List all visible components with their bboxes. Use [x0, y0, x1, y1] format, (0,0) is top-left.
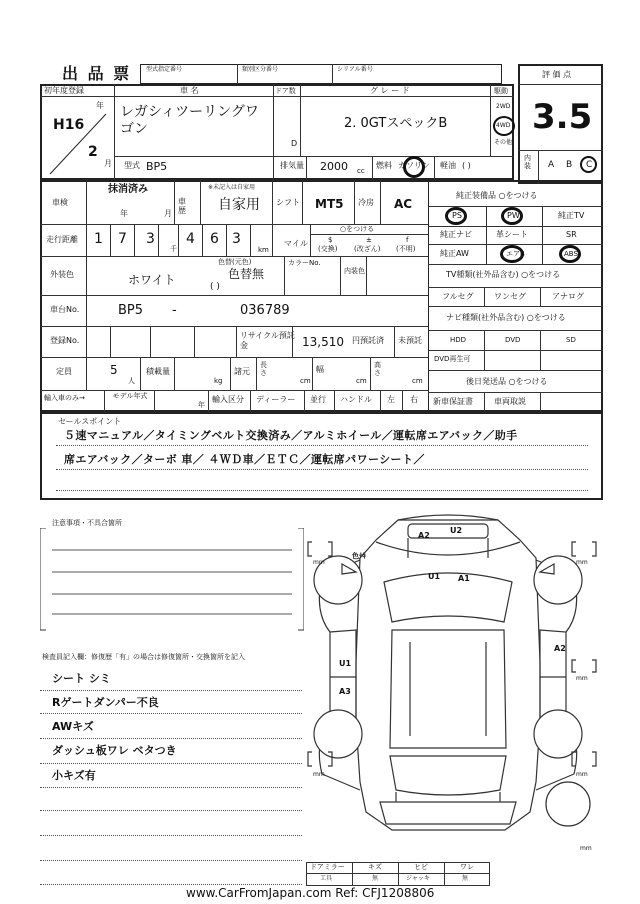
opt-leather: 革シート: [496, 230, 528, 239]
diesel-label: 軽油: [440, 161, 456, 170]
document-title: 出 品 票: [62, 64, 132, 83]
legend-mirror: ドアミラー: [310, 863, 345, 871]
history-label: 車歴: [178, 197, 186, 215]
note-1: シート シミ: [52, 672, 111, 685]
opt-abs: ABS: [564, 250, 578, 258]
doors-value: D: [291, 139, 298, 148]
color-no-label: カラーNo.: [288, 259, 321, 267]
score-value: 3.5: [532, 97, 593, 137]
opt-airbag: エアB: [506, 250, 525, 258]
km-unit: km: [258, 246, 269, 254]
mm-front-right: mm: [576, 559, 588, 566]
model-label: 型式: [124, 161, 140, 170]
tv-title: TV種類(社外品含む) ○をつける: [446, 270, 561, 279]
mile-label: マイル: [284, 239, 308, 248]
opt-aw: 純正AW: [440, 249, 469, 258]
odo-exchange-symbol: $: [328, 236, 333, 244]
drive-4wd-circle: [493, 116, 515, 136]
dims-label: 諸元: [234, 367, 250, 376]
mm-spare: mm: [580, 845, 592, 852]
parallel-option: 並行: [310, 395, 326, 404]
opt-sr: SR: [566, 230, 577, 239]
category-number-label: 類別区分番号: [242, 66, 279, 73]
displacement-label: 排気量: [280, 161, 304, 170]
after-manual: 車両取説: [494, 397, 526, 406]
navi-dvd: DVD: [505, 336, 521, 344]
import-kind-label: 輸入区分: [212, 395, 244, 404]
legend-crack: ヒビ: [414, 863, 428, 871]
inspector-label: 検査員記入欄：修復歴「有」の場合は修復箇所・交換箇所を記入: [42, 653, 245, 661]
cc-unit: cc: [357, 167, 365, 175]
legend-jack-value: 無: [462, 875, 469, 882]
load-label: 積載量: [146, 367, 170, 376]
drive-2wd: 2WD: [496, 103, 511, 110]
mm-rear-right: mm: [576, 771, 588, 778]
fuel-value: ガソリン: [398, 161, 430, 170]
chassis-label: 車台No.: [50, 305, 80, 314]
note-4: ダッシュ板ワレ ベタつき: [52, 744, 177, 757]
interior-grade-c: C: [586, 160, 593, 170]
model-value: BP5: [146, 160, 168, 173]
dealer-option: ディーラー: [256, 395, 296, 404]
history-note: ※未記入は自家用: [208, 184, 256, 191]
length-label: 長さ: [260, 361, 267, 377]
mileage-digit-2: 7: [118, 231, 127, 247]
mark-u1-roof: U1: [428, 572, 441, 581]
width-cm: cm: [356, 377, 367, 385]
chassis-number: 036789: [240, 303, 290, 318]
odo-tamper-symbol: ±: [366, 236, 372, 244]
navi-hdd: HDD: [450, 336, 467, 344]
height-cm: cm: [412, 377, 423, 385]
shift-value: MT5: [315, 197, 344, 211]
reg-year-value: H16: [53, 117, 85, 133]
drive-other: その他: [494, 139, 513, 146]
tv-oneseg: ワンセグ: [494, 292, 526, 301]
tv-analog: アナログ: [552, 292, 584, 301]
mark-color-none: 色ﾅｷ: [352, 552, 366, 560]
note-5: 小キズ有: [52, 769, 96, 782]
serial-number-label: シリアル番号: [337, 66, 373, 73]
height-label: 高さ: [374, 361, 381, 377]
inspection-month: 月: [164, 209, 172, 218]
note-3: AWキズ: [52, 720, 94, 733]
selling-points-line2: 席エアバック／ターボ 車／ ４ＷＤ車／ＥＴＣ／運転席パワーシート／: [64, 453, 425, 466]
car-name-value: レガシィツーリングワゴン: [120, 104, 259, 137]
import-label: 輸入車のみ→: [44, 394, 85, 402]
dvd-playback: DVD再生可: [434, 355, 471, 363]
model-year-label: モデル年式: [112, 392, 148, 400]
width-label: 幅: [316, 365, 324, 374]
mileage-digit-3: 3: [146, 231, 155, 247]
after-warranty: 新車保証書: [433, 397, 473, 406]
chassis-prefix: BP5: [118, 303, 144, 318]
mm-side-right: mm: [576, 675, 588, 682]
circle-note: ○をつける: [340, 225, 375, 233]
mileage-digit-4: 4: [186, 231, 195, 247]
genuine-title: 純正装備品 ○をつける: [456, 191, 538, 200]
opt-navi: 純正ナビ: [440, 230, 472, 239]
capacity-value: 5: [110, 363, 118, 377]
opt-pw-circle: [501, 207, 523, 225]
chassis-dash: -: [172, 303, 177, 318]
shift-label: シフト: [276, 198, 300, 207]
selling-points-label: セールスポイント: [58, 417, 122, 426]
opt-tv: 純正TV: [558, 211, 585, 220]
model-year-unit: 年: [198, 401, 205, 409]
doors-label: ドア数: [275, 87, 296, 95]
interior-grade-a: A: [548, 160, 555, 170]
navi-title: ナビ種類(社外品含む) ○をつける: [446, 313, 566, 322]
opt-pw: PW: [507, 211, 520, 220]
recycle-not-deposited: 未預託: [398, 336, 422, 345]
header-id-box: [140, 64, 502, 84]
history-value: 自家用: [218, 197, 260, 213]
ac-label: 冷房: [358, 198, 374, 207]
handle-label: ハンドル: [340, 395, 372, 404]
tv-fullseg: フルセグ: [442, 292, 474, 301]
load-kg: kg: [214, 377, 223, 385]
odo-tamper-label: (改ざん): [354, 245, 381, 253]
mileage-digit-5: 6: [210, 231, 219, 247]
reg-date-slash: [40, 96, 114, 180]
mm-rear-left: mm: [313, 771, 325, 778]
repaint-value: 色替無: [228, 267, 265, 281]
interior-grade-circle: [580, 156, 597, 173]
recycle-label: リサイクル預託金: [240, 331, 295, 350]
ext-color-label: 外装色: [50, 270, 74, 279]
mark-u1-side: U1: [339, 659, 352, 668]
caution-label: 注意事項・不具合箇所: [52, 519, 122, 527]
reg-no-label: 登録No.: [50, 336, 80, 345]
length-cm: cm: [300, 377, 311, 385]
displacement-value: 2000: [320, 160, 348, 173]
odo-unknown-symbol: f: [406, 236, 409, 244]
capacity-label: 定員: [56, 367, 72, 376]
interior-label: 内装: [524, 154, 531, 170]
mark-a1: A1: [458, 574, 470, 583]
odo-unknown-label: (不明): [396, 245, 416, 253]
left-handle: 左: [387, 395, 395, 404]
inspection-year: 年: [120, 209, 128, 218]
mileage-label: 走行距離: [46, 235, 78, 244]
repaint-label: 色替(元色): [218, 258, 252, 266]
mark-a2-side: A2: [554, 644, 566, 653]
grade-value: 2. 0GTスペックB: [344, 116, 448, 131]
right-handle: 右: [410, 395, 418, 404]
thousand-unit: 千: [170, 245, 177, 253]
recycle-value: 13,510: [302, 335, 344, 349]
first-registration-label: 初年度登録: [44, 86, 84, 95]
mileage-digit-6: 3: [232, 231, 241, 247]
inspection-label: 車検: [52, 198, 68, 207]
car-name-label: 車 名: [180, 86, 199, 95]
score-label: 評 価 点: [542, 70, 572, 79]
opt-airbag-circle: [500, 245, 524, 263]
grade-label: グ レ ー ド: [370, 86, 410, 95]
opt-abs-circle: [559, 245, 581, 263]
caution-box: [40, 528, 304, 636]
repaint-paren: ( ): [210, 282, 220, 292]
mm-front-left: mm: [313, 559, 325, 566]
after-title: 後日発送品 ○をつける: [466, 377, 548, 386]
opt-ps: PS: [452, 211, 462, 220]
type-designation-label: 型式指定番号: [146, 66, 183, 73]
drive-4wd: 4WD: [496, 122, 511, 129]
opt-ps-circle: [445, 207, 467, 225]
mark-a2-front: A2: [418, 531, 430, 540]
reg-month-value: 2: [88, 144, 98, 160]
legend-tools: 工具: [320, 875, 333, 882]
watermark-text: www.CarFromJapan.com Ref: CFJ1208806: [183, 886, 437, 900]
reg-year-unit: 年: [96, 101, 104, 110]
mileage-digit-1: 1: [94, 231, 103, 247]
navi-sd: SD: [566, 336, 576, 344]
ac-value: AC: [394, 197, 413, 211]
reg-month-unit: 月: [104, 159, 112, 168]
inspection-value: 抹消済み: [108, 184, 148, 195]
note-2: Rゲートダンパー不良: [52, 696, 159, 709]
fuel-gasoline-circle: [403, 156, 425, 178]
interior-grade-b: B: [566, 160, 573, 170]
person-unit: 人: [128, 377, 135, 385]
mark-u2: U2: [450, 526, 463, 535]
mark-a3: A3: [339, 687, 351, 696]
legend-break: ワレ: [460, 863, 474, 871]
int-color-label: 内装色: [344, 267, 365, 275]
legend-scratch: キズ: [368, 863, 382, 871]
recycle-deposited: 円預託済: [352, 336, 384, 345]
fuel-label: 燃料: [376, 161, 392, 170]
selling-points-line1: ５速マニュアル／タイミングベルト交換済み／アルミホイール／運転席エアバック／助手: [64, 429, 518, 442]
diesel-paren: ( ): [462, 161, 471, 170]
drive-label: 駆動: [494, 87, 508, 95]
ext-color-value: ホワイト: [128, 273, 176, 287]
legend-tools-value: 無: [372, 875, 379, 882]
legend-jack: ジャッキ: [406, 875, 430, 882]
odo-exchange-label: (交換): [318, 245, 338, 253]
